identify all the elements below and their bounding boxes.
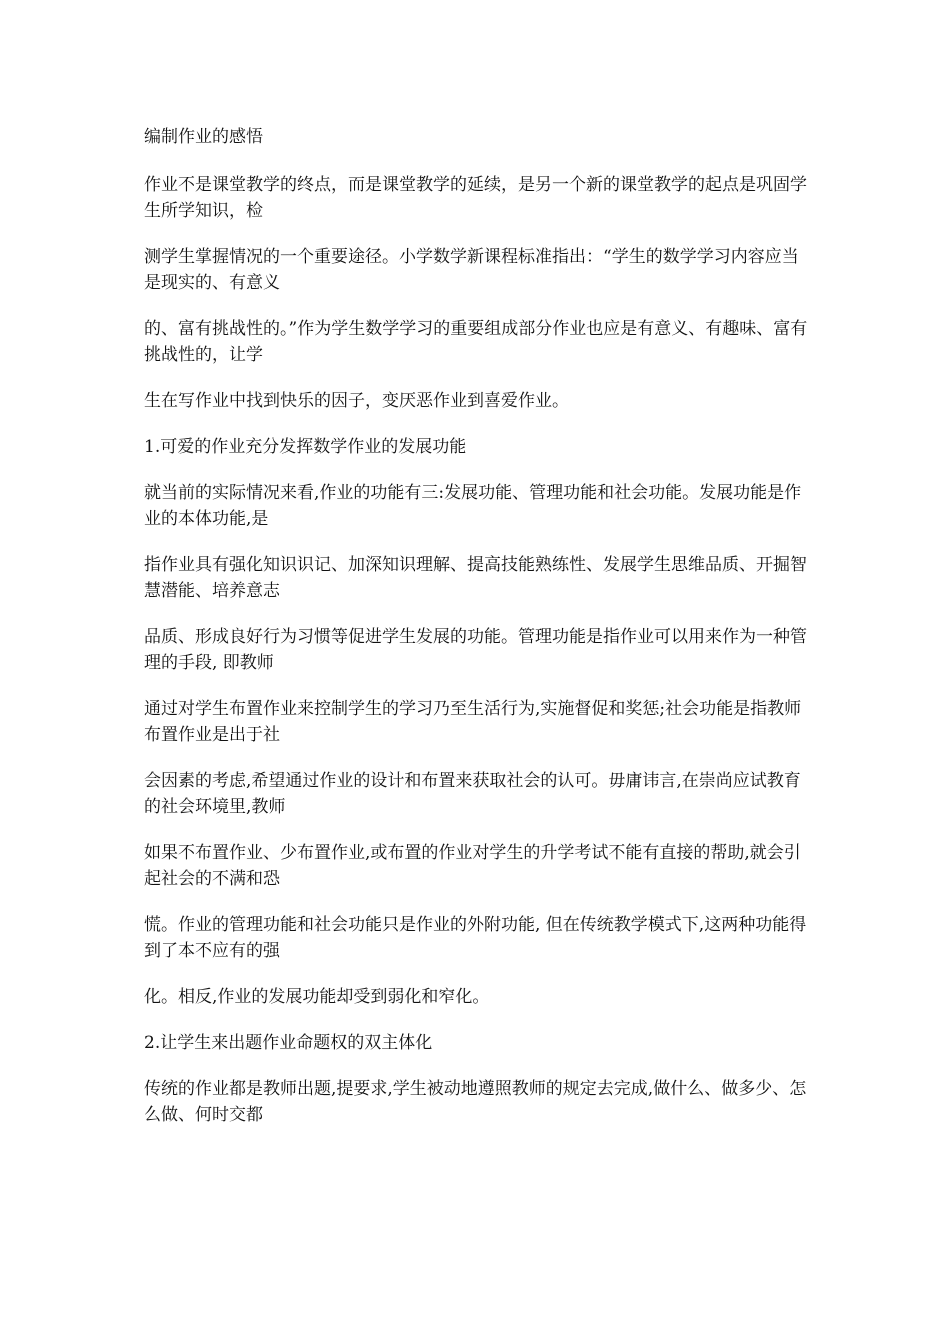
document-body xyxy=(144,124,812,1148)
section-heading: 2.让学生来出题作业命题权的双主体化 xyxy=(144,1033,433,1053)
paragraph: 如果不布置作业、少布置作业,或布置的作业对学生的升学考试不能有直接的帮助,就会引起社会的不满和恐 xyxy=(144,843,801,889)
paragraph: 传统的作业都是教师出题,提要求,学生被动地遵照教师的规定去完成,做什么、做多少、怎么做、何时交都 xyxy=(144,1079,807,1125)
paragraph: 就当前的实际情况来看,作业的功能有三:发展功能、管理功能和社会功能。发展功能是作业的本体功能,是 xyxy=(144,483,802,529)
paragraph: 的、富有挑战性的。”作为学生数学学习的重要组成部分作业也应是有意义、有趣味、富有挑战性的，让学 xyxy=(144,319,808,365)
paragraph: 品质、形成良好行为习惯等促进学生发展的功能。管理功能是指作业可以用来作为一种管理的手段, 即教师 xyxy=(144,627,807,673)
paragraph: 化。相反,作业的发展功能却受到弱化和窄化。 xyxy=(144,987,490,1007)
document-title: 编制作业的感悟 xyxy=(144,127,263,147)
paragraph: 会因素的考虑,希望通过作业的设计和布置来获取社会的认可。毋庸讳言,在崇尚应试教育的社会环境里,教师 xyxy=(144,771,801,817)
paragraph: 指作业具有强化知识识记、加深知识理解、提高技能熟练性、发展学生思维品质、开掘智慧潜能、培养意志 xyxy=(144,555,807,601)
paragraph: 生在写作业中找到快乐的因子，变厌恶作业到喜爱作业。 xyxy=(144,391,569,411)
paragraph: 通过对学生布置作业来控制学生的学习乃至生活行为,实施督促和奖惩;社会功能是指教师布置作业是出于社 xyxy=(144,699,802,745)
paragraph: 慌。作业的管理功能和社会功能只是作业的外附功能, 但在传统教学模式下,这两种功能得到了本不应有的强 xyxy=(144,915,807,961)
section-heading: 1.可爱的作业充分发挥数学作业的发展功能 xyxy=(144,437,467,457)
paragraph: 测学生掌握情况的一个重要途径。小学数学新课程标准指出：“学生的数学学习内容应当是现实的、有意义 xyxy=(144,247,799,293)
paragraph: 作业不是课堂教学的终点，而是课堂教学的延续，是另一个新的课堂教学的起点是巩固学生所学知识，检 xyxy=(144,175,807,221)
